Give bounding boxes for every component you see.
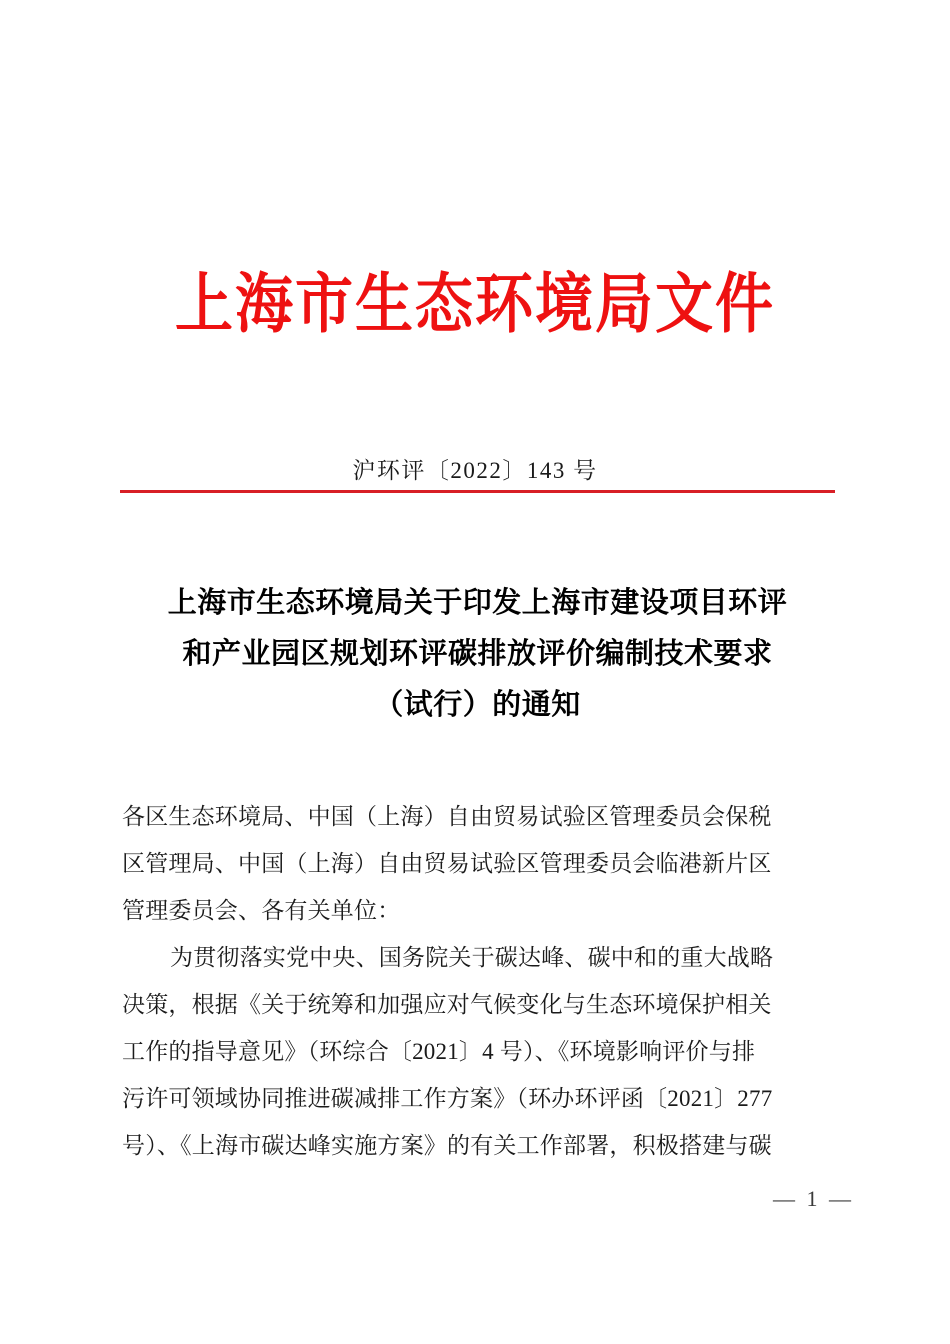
issuing-authority-masthead: 上海市生态环境局文件: [174, 267, 775, 341]
body-line: 决策，根据《关于统筹和加强应对气候变化与生态环境保护相关: [122, 992, 772, 1017]
body-line: 工作的指导意见》（环综合〔2021〕4 号）、《环境影响评价与排: [122, 1039, 756, 1064]
body-line: 为贯彻落实党中央、国务院关于碳达峰、碳中和的重大战略: [170, 945, 774, 970]
body-line: 污许可领域协同推进碳减排工作方案》（环办环评函〔2021〕277: [122, 1086, 773, 1111]
document-number: 沪环评〔2022〕143 号: [352, 458, 598, 483]
body-line: 各区生态环境局、中国（上海）自由贸易试验区管理委员会保税: [122, 804, 772, 829]
masthead: [0, 267, 950, 341]
body-line: 区管理局、中国（上海）自由贸易试验区管理委员会临港新片区: [122, 851, 772, 876]
red-divider-rule: [120, 490, 835, 493]
title-line: 和产业园区规划环评碳排放评价编制技术要求: [182, 638, 773, 670]
body-line: 号）、《上海市碳达峰实施方案》的有关工作部署，积极搭建与碳: [122, 1133, 772, 1158]
title-line: （试行）的通知: [374, 689, 581, 721]
page-number: — 1 —: [773, 1186, 854, 1211]
page-title: [120, 578, 835, 731]
document-body: [122, 793, 836, 1169]
body-line: 管理委员会、各有关单位：: [122, 898, 401, 923]
page-footer: [0, 1186, 950, 1212]
title-line: 上海市生态环境局关于印发上海市建设项目环评: [167, 587, 788, 619]
